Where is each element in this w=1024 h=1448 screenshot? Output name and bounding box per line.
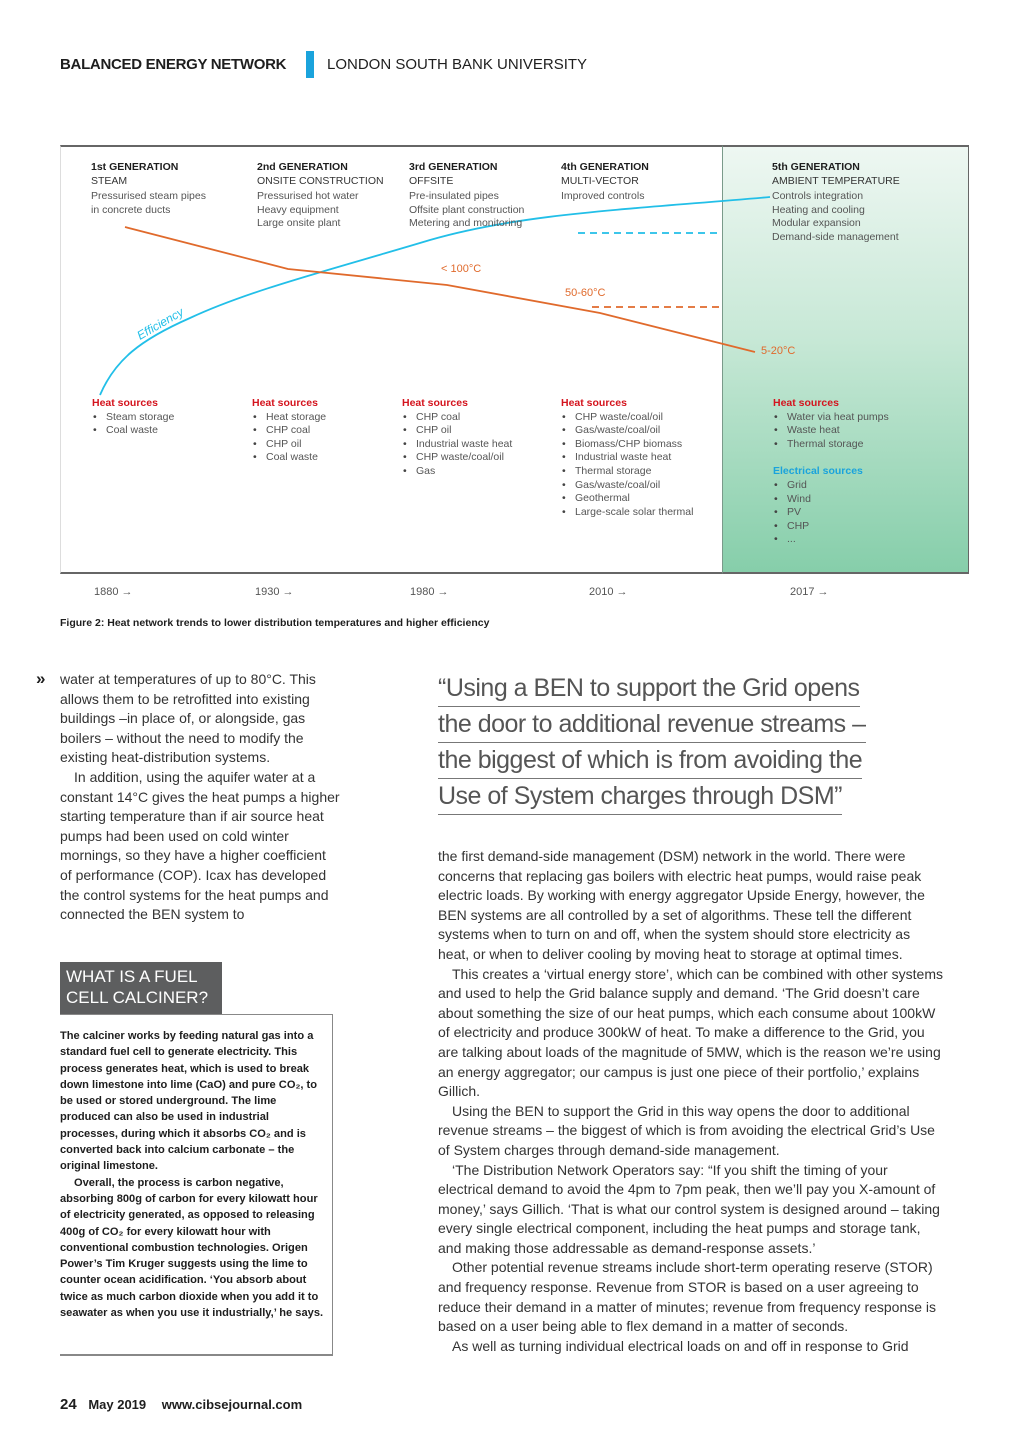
paragraph: ‘The Distribution Network Operators say: “If you shift the timing of your electrical demand to avoid the 4pm to 7pm peak, then we’ll pay you X-amount of money,’ says Gillich. ‘That is what our control system is designed around – taking every single electrical component, including the heat pumps and storage tank, and making those addressable as demand-response assets.’ bbox=[438, 1161, 940, 1256]
paragraph: As well as turning individual electrical loads on and off in response to Grid bbox=[452, 1337, 909, 1354]
feature: in concrete ducts bbox=[91, 203, 171, 216]
list-item: • CHP waste/coal/oil bbox=[402, 451, 512, 465]
list-item: • Industrial waste heat bbox=[402, 438, 512, 452]
list-item: • CHP waste/coal/oil bbox=[561, 411, 693, 425]
list-item: • Biomass/CHP biomass bbox=[561, 438, 693, 452]
list-item: • Thermal storage bbox=[561, 465, 693, 479]
feature: Large onsite plant bbox=[257, 217, 341, 230]
list-item: • Coal waste bbox=[92, 424, 174, 438]
heat-sources-gen3 bbox=[402, 397, 512, 479]
arrow-right-icon: → bbox=[613, 586, 628, 598]
right-column-text bbox=[438, 847, 944, 1356]
list-item: • Heat storage bbox=[252, 411, 326, 425]
arrow-right-icon: → bbox=[814, 586, 829, 598]
temp-label-100: < 100°C bbox=[441, 263, 482, 275]
list-item: • Gas/waste/coal/oil bbox=[561, 424, 693, 438]
list-item: • CHP coal bbox=[402, 411, 512, 425]
generation-title: 1st GENERATION bbox=[91, 161, 179, 173]
list-item: • Wind bbox=[773, 493, 889, 507]
generation-subtitle: STEAM bbox=[91, 174, 128, 187]
feature: Offsite plant construction bbox=[409, 203, 525, 216]
figure-caption: Figure 2: Heat network trends to lower distribution temperatures and higher efficiency bbox=[60, 617, 490, 629]
generation-2-header bbox=[257, 161, 384, 231]
sidebar-box-title: WHAT IS A FUEL CELL CALCINER? bbox=[60, 962, 222, 1014]
temp-label-50-60: 50-60°C bbox=[565, 287, 606, 299]
list-item: • Gas bbox=[402, 465, 512, 479]
year-1930: 1930 → bbox=[255, 586, 294, 598]
page-footer bbox=[60, 1396, 302, 1413]
generation-5-header bbox=[772, 161, 900, 245]
issue-date: May 2019 bbox=[88, 1397, 147, 1412]
generation-subtitle: AMBIENT TEMPERATURE bbox=[772, 174, 900, 187]
feature: Pre-insulated pipes bbox=[409, 190, 499, 203]
arrow-right-icon: → bbox=[118, 586, 133, 598]
heat-sources-heading: Heat sources bbox=[402, 397, 468, 409]
feature: Heavy equipment bbox=[257, 203, 339, 216]
list-item: • CHP oil bbox=[402, 424, 512, 438]
year-2010: 2010 → bbox=[589, 586, 628, 598]
feature: Modular expansion bbox=[772, 217, 861, 230]
heat-sources-gen5 bbox=[773, 397, 889, 547]
paragraph: Overall, the process is carbon negative, absorbing 800g of carbon for every kilowatt hour of electricity generated, as opposed to releasing 400g of CO₂ for every kilowatt hour with conventional combustion technologies. Origen Power’s Tim Kruger suggests using the lime to counter ocean acidification. ‘You absorb about twice as much carbon dioxide when you add it to seawater as when you use it industrially,’ he says. bbox=[60, 1176, 324, 1320]
temperature-line bbox=[125, 227, 755, 352]
pull-quote-line: the biggest of which is from avoiding the bbox=[438, 744, 862, 779]
list-item: • Geothermal bbox=[561, 492, 693, 506]
heat-sources-heading: Heat sources bbox=[773, 397, 839, 409]
generation-subtitle: ONSITE CONSTRUCTION bbox=[257, 174, 384, 187]
list-item: • Waste heat bbox=[773, 424, 889, 438]
pull-quote-line: the door to additional revenue streams – bbox=[438, 708, 866, 743]
arrow-right-icon: → bbox=[279, 586, 294, 598]
list-item: • PV bbox=[773, 506, 889, 520]
generation-subtitle: MULTI-VECTOR bbox=[561, 174, 639, 187]
list-item: • Industrial waste heat bbox=[561, 451, 693, 465]
feature: Pressurised steam pipes bbox=[91, 190, 206, 203]
website-link[interactable]: www.cibsejournal.com bbox=[161, 1397, 303, 1412]
feature: Pressurised hot water bbox=[257, 190, 359, 203]
left-column-text bbox=[60, 670, 340, 925]
feature: Demand-side management bbox=[772, 230, 899, 243]
arrow-right-icon: → bbox=[434, 586, 449, 598]
heat-sources-heading: Heat sources bbox=[252, 397, 318, 409]
continuation-chevron-icon: » bbox=[36, 669, 46, 688]
paragraph: the first demand-side management (DSM) network in the world. There were concerns that replacing gas boilers with electric heat pumps, would raise peak electric loads. By working with energy aggregator Upside Energy, however, the BEN systems are all controlled by a set of algorithms. These tell the different systems when to turn on and off, when the system should store electricity as heat, or when to deliver cooling by moving heat to storage at optimal times. bbox=[438, 848, 925, 962]
pull-quote bbox=[438, 672, 913, 816]
generation-title: 4th GENERATION bbox=[561, 161, 649, 173]
list-item: • CHP bbox=[773, 520, 889, 534]
paragraph: Other potential revenue streams include short-term operating reserve (STOR) and frequency response. Revenue from STOR is based on a user agreeing to reduce their demand in a matter of minutes; revenue from frequency response is based on a user being able to flex demand in a matter of seconds. bbox=[438, 1259, 937, 1335]
heat-sources-gen1 bbox=[92, 397, 174, 438]
list-item: • Large-scale solar thermal bbox=[561, 506, 693, 520]
paragraph: Using the BEN to support the Grid in this way opens the door to additional revenue streams – the biggest of which is from avoiding the electrical Grid’s Use of System charges through demand-side management. bbox=[438, 1102, 935, 1158]
generation-title: 2nd GENERATION bbox=[257, 161, 348, 173]
sidebar-box-text bbox=[60, 1028, 328, 1321]
heat-sources-gen4 bbox=[561, 397, 693, 519]
page-number: 24 bbox=[60, 1396, 77, 1413]
generation-title: 3rd GENERATION bbox=[409, 161, 498, 173]
list-item: • CHP coal bbox=[252, 424, 326, 438]
generation-1-header bbox=[91, 161, 206, 217]
generation-title: 5th GENERATION bbox=[772, 161, 860, 173]
generation-subtitle: OFFSITE bbox=[409, 174, 454, 187]
list-item: • Grid bbox=[773, 479, 889, 493]
generation-4-header bbox=[561, 161, 649, 204]
year-1980: 1980 → bbox=[410, 586, 449, 598]
feature: Controls integration bbox=[772, 190, 864, 203]
heat-sources-gen2 bbox=[252, 397, 326, 465]
year-2017: 2017 → bbox=[790, 586, 829, 598]
efficiency-label: Efficiency bbox=[134, 304, 186, 343]
list-item: • Water via heat pumps bbox=[773, 411, 889, 425]
electrical-sources-heading: Electrical sources bbox=[773, 465, 863, 478]
feature: Heating and cooling bbox=[772, 203, 865, 216]
year-1880: 1880 → bbox=[94, 586, 133, 598]
pull-quote-line: Use of System charges through DSM” bbox=[438, 780, 842, 815]
heat-sources-heading: Heat sources bbox=[561, 397, 627, 409]
paragraph: This creates a ‘virtual energy store’, which can be combined with other systems and used to help the Grid balance supply and demand. ‘The Grid doesn’t care about something the size of our heat pumps, which each consume about 100kW of electricity and produce 300kW of heat. To make a difference to the Grid, you are talking about loads of the magnitude of 5MW, which is the reason we’re using an energy aggregator; our campus is just one piece of their portfolio,’ explains Gillich. bbox=[438, 965, 943, 1100]
list-item: • Gas/waste/coal/oil bbox=[561, 479, 693, 493]
generation-3-header bbox=[409, 161, 524, 231]
list-item: • Coal waste bbox=[252, 451, 326, 465]
paragraph: water at temperatures of up to 80°C. This allows them to be retrofitted into existing buildings –in place of, or alongside, gas boilers – without the need to modify the existing heat-distribution systems. bbox=[60, 671, 316, 766]
feature: Metering and monitoring bbox=[409, 217, 523, 230]
list-item: • ... bbox=[773, 533, 889, 547]
list-item: • Steam storage bbox=[92, 411, 174, 425]
heat-sources-heading: Heat sources bbox=[92, 397, 158, 409]
pull-quote-line: “Using a BEN to support the Grid opens bbox=[438, 672, 860, 707]
feature: Improved controls bbox=[561, 190, 645, 203]
temp-label-5-20: 5-20°C bbox=[761, 345, 796, 357]
paragraph: In addition, using the aquifer water at a constant 14°C gives the heat pumps a higher starting temperature than if air source heat pumps had been used on cold winter mornings, so they have a higher coefficient of performance (COP). Icax has developed the control systems for the heat pumps and connected the BEN system to bbox=[60, 768, 340, 923]
list-item: • CHP oil bbox=[252, 438, 326, 452]
list-item: • Thermal storage bbox=[773, 438, 889, 452]
header-subtitle: LONDON SOUTH BANK UNIVERSITY bbox=[327, 56, 588, 73]
section-title: BALANCED ENERGY NETWORK bbox=[60, 56, 287, 73]
paragraph: The calciner works by feeding natural gas into a standard fuel cell to generate electricity. This process generates heat, which is used to break down limestone into lime (CaO) and pure CO₂, to be used or stored underground. The lime produced can also be used in industrial processes, during which it absorbs CO₂ and is converted back into calcium carbonate – the original limestone. bbox=[60, 1030, 318, 1173]
